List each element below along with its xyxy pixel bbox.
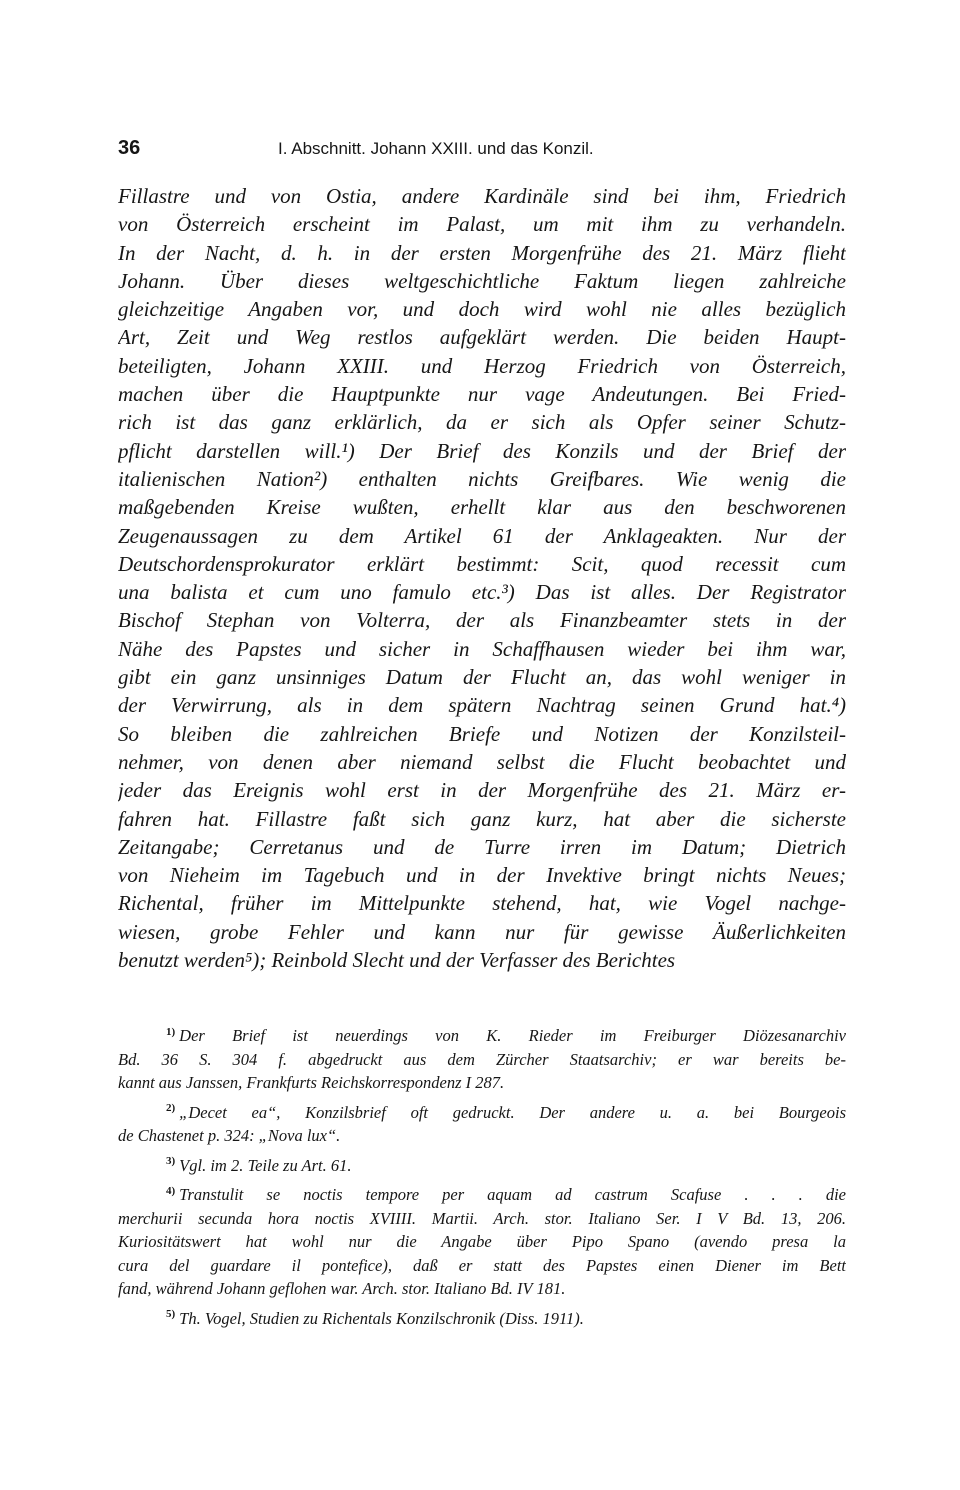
footnote-line	[118, 1230, 846, 1254]
body-line: fahren hat. Fillastre faßt sich ganz kurz, hat aber die sicherste	[118, 806, 846, 831]
page-header	[118, 137, 848, 167]
body-line: Bischof Stephan von Volterra, der als Finanzbeamter stets in der	[118, 608, 846, 633]
footnote-text: Bd. 36 S. 304 f. abgedruckt aus dem Zürcher Staatsarchiv; er war bereits be-	[118, 1049, 846, 1069]
footnotes	[118, 1024, 846, 1336]
footnote-text: Th. Vogel, Studien zu Richentals Konzilschronik (Diss. 1911).	[179, 1308, 584, 1328]
footnote-text: „Decet ea“, Konzilsbrief oft gedruckt. Der andere u. a. bei Bourgeois	[179, 1102, 846, 1122]
footnote-mark: 3)	[166, 1155, 176, 1167]
footnote	[118, 1101, 846, 1148]
body-line: jeder das Ereignis wohl erst in der Morgenfrühe des 21. März er-	[118, 778, 846, 803]
footnote-text: cura del guardare il pontefice), daß er statt des Papstes einen Diener im Bett	[118, 1255, 846, 1275]
body-line: Art, Zeit und Weg restlos aufgeklärt werden. Die beiden Haupt-	[118, 325, 846, 350]
body-line: Zeitangabe; Cerretanus und de Turre irren im Datum; Dietrich	[118, 834, 846, 859]
body-line: Deutschordensprokurator erklärt bestimmt: Scit, quod recessit cum	[118, 551, 846, 576]
body-line: rich ist das ganz erklärlich, da er sich als Opfer seiner Schutz-	[118, 410, 846, 435]
body-line: machen über die Hauptpunkte nur vage Andeutungen. Bei Fried-	[118, 382, 846, 407]
footnote-mark: 4)	[166, 1184, 176, 1197]
body-line: Zeugenaussagen zu dem Artikel 61 der Anklageakten. Nur der	[118, 523, 846, 548]
footnote-text: Vgl. im 2. Teile zu Art. 61.	[179, 1155, 352, 1175]
footnote-line	[118, 1124, 846, 1148]
body-line: gleichzeitige Angaben vor, und doch wird wohl nie alles bezüglich	[118, 297, 846, 322]
footnote-text: fand, während Johann geflohen war. Arch. stor. Italiano Bd. IV 181.	[118, 1279, 566, 1298]
footnote	[118, 1183, 846, 1301]
footnote-line	[118, 1154, 846, 1178]
footnote-mark: 5)	[166, 1308, 176, 1320]
body-line: In der Nacht, d. h. in der ersten Morgenfrühe des 21. März flieht	[118, 240, 846, 265]
footnote-text: kannt aus Janssen, Frankfurts Reichskorrespondenz I 287.	[118, 1073, 505, 1092]
body-line: Nähe des Papstes und sicher in Schaffhausen wieder bei ihm war,	[118, 636, 846, 661]
body-line: pflicht darstellen will.¹) Der Brief des Konzils und der Brief der	[118, 438, 846, 463]
footnote	[118, 1024, 846, 1095]
body-line: der Verwirrung, als in dem spätern Nachtrag seinen Grund hat.⁴)	[118, 693, 846, 718]
body-line: benutzt werden⁵); Reinbold Slecht und der Verfasser des Berichtes	[118, 948, 676, 973]
footnote	[118, 1307, 846, 1331]
running-head: I. Abschnitt. Johann XXIII. und das Konzil.	[278, 139, 594, 158]
body-line: maßgebenden Kreise wußten, erhellt klar aus den beschworenen	[118, 495, 846, 520]
body-line: beteiligten, Johann XXIII. und Herzog Friedrich von Österreich,	[118, 353, 846, 378]
footnote-line	[118, 1024, 846, 1048]
footnote-mark: 1)	[166, 1025, 176, 1038]
body-line: italienischen Nation²) enthalten nichts Greifbares. Wie wenig die	[118, 466, 846, 491]
footnote-text: Transtulit se noctis tempore per aquam ad castrum Scafuse . . . die	[179, 1185, 846, 1204]
footnote-mark: 2)	[166, 1102, 176, 1114]
footnote-text: de Chastenet p. 324: „Nova lux“.	[118, 1126, 341, 1145]
footnote-line	[118, 1071, 846, 1095]
footnote-text: Kuriositätswert hat wohl nur die Angabe über Pipo Spano (avendo presa la	[118, 1232, 846, 1251]
footnote-line	[118, 1277, 846, 1301]
footnote-line	[118, 1254, 846, 1278]
footnote-line	[118, 1048, 846, 1072]
body-line: von Nieheim im Tagebuch und in der Invektive bringt nichts Neues;	[118, 863, 846, 888]
footnote-line	[118, 1207, 846, 1231]
body-line: gibt ein ganz unsinniges Datum der Flucht an, das wohl weniger in	[118, 665, 846, 690]
body-line: So bleiben die zahlreichen Briefe und Notizen der Konzilsteil-	[118, 721, 846, 746]
footnote-text: merchurii secunda hora noctis XVIIII. Martii. Arch. stor. Italiano Ser. I V Bd. 13, 206.	[118, 1208, 846, 1228]
body-line: una balista et cum uno famulo etc.³) Das ist alles. Der Registrator	[118, 580, 846, 605]
body-line: Fillastre und von Ostia, andere Kardinäle sind bei ihm, Friedrich	[118, 184, 846, 208]
footnote-line	[118, 1101, 846, 1125]
body-text	[118, 182, 846, 974]
footnote	[118, 1154, 846, 1178]
body-line: von Österreich erscheint im Palast, um mit ihm zu verhandeln.	[118, 212, 846, 237]
page-number: 36	[118, 137, 141, 159]
body-line: Richental, früher im Mittelpunkte stehend, hat, wie Vogel nachge-	[118, 891, 846, 916]
footnote-line	[118, 1183, 846, 1207]
footnote-line	[118, 1307, 846, 1331]
body-line: Johann. Über dieses weltgeschichtliche Faktum liegen zahlreiche	[118, 268, 846, 293]
body-line: wiesen, grobe Fehler und kann nur für gewisse Äußerlichkeiten	[118, 919, 846, 944]
body-line: nehmer, von denen aber niemand selbst die Flucht beobachtet und	[118, 749, 846, 774]
footnote-text: Der Brief ist neuerdings von K. Rieder im Freiburger Diözesanarchiv	[179, 1026, 846, 1045]
